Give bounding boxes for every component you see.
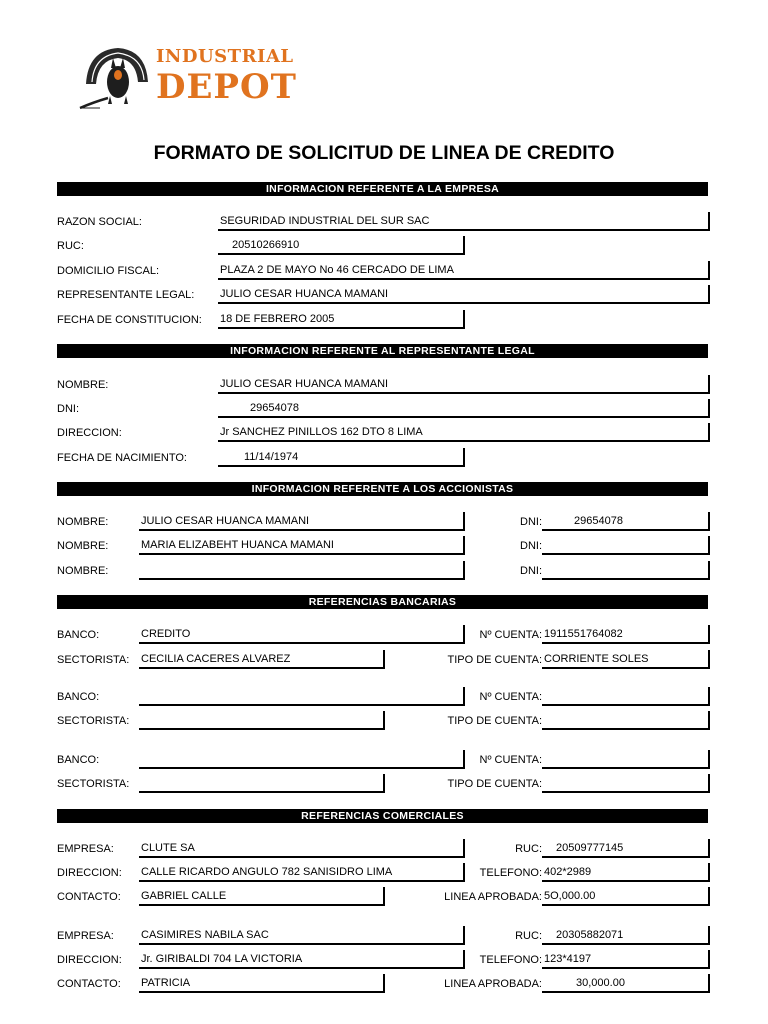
field-banco[interactable]: CREDITO [139, 625, 465, 644]
label-accionista-dni: DNI: [520, 540, 542, 552]
field-contacto[interactable]: PATRICIA [139, 974, 385, 993]
label-accionista-dni: DNI: [520, 565, 542, 577]
label-sectorista: SECTORISTA: [57, 654, 130, 666]
section-heading-bancarias: REFERENCIAS BANCARIAS [57, 595, 708, 609]
label-accionista-nombre: NOMBRE: [57, 565, 109, 577]
field-rep-fecha-nacimiento[interactable]: 11/14/1974 [218, 448, 465, 467]
field-tipo-cuenta[interactable] [542, 711, 710, 730]
label-ruc-comercial: RUC: [515, 843, 542, 855]
field-tipo-cuenta[interactable]: CORRIENTE SOLES [542, 650, 710, 669]
field-direccion[interactable]: Jr. GIRIBALDI 704 LA VICTORIA [139, 950, 465, 969]
brand-name-line2: DEPOT [156, 67, 297, 107]
label-accionista-nombre: NOMBRE: [57, 516, 109, 528]
field-accionista-nombre[interactable]: JULIO CESAR HUANCA MAMANI [139, 512, 465, 531]
field-empresa[interactable]: CLUTE SA [139, 839, 465, 858]
brand-name-line1: INDUSTRIAL [156, 46, 294, 67]
field-numero-cuenta[interactable]: 1911551764082 [542, 625, 710, 644]
label-fecha-constitucion: FECHA DE CONSTITUCION: [57, 314, 202, 326]
label-numero-cuenta: Nº CUENTA: [479, 629, 542, 641]
label-banco: BANCO: [57, 754, 100, 766]
field-sectorista[interactable] [139, 774, 385, 793]
label-direccion: DIRECCION: [57, 867, 122, 879]
label-empresa: EMPRESA: [57, 843, 114, 855]
label-linea-aprobada: LINEA APROBADA: [444, 978, 542, 990]
field-representante-legal[interactable]: JULIO CESAR HUANCA MAMANI [218, 285, 710, 304]
field-contacto[interactable]: GABRIEL CALLE [139, 887, 385, 906]
label-contacto: CONTACTO: [57, 891, 121, 903]
field-sectorista[interactable] [139, 711, 385, 730]
label-banco: BANCO: [57, 629, 100, 641]
label-razon-social: RAZON SOCIAL: [57, 216, 142, 228]
field-telefono[interactable]: 123*4197 [542, 950, 710, 969]
field-tipo-cuenta[interactable] [542, 774, 710, 793]
label-tipo-cuenta: TIPO DE CUENTA: [447, 654, 542, 666]
field-rep-dni[interactable]: 29654078 [218, 399, 710, 418]
field-rep-direccion[interactable]: Jr SANCHEZ PINILLOS 162 DTO 8 LIMA [218, 423, 710, 442]
section-heading-empresa: INFORMACION REFERENTE A LA EMPRESA [57, 182, 708, 196]
label-representante-legal: REPRESENTANTE LEGAL: [57, 289, 195, 301]
field-linea-aprobada[interactable]: 30,000.00 [542, 974, 710, 993]
field-accionista-dni[interactable] [542, 561, 710, 580]
field-sectorista[interactable]: CECILIA CACERES ALVAREZ [139, 650, 385, 669]
field-banco[interactable] [139, 687, 465, 706]
label-linea-aprobada: LINEA APROBADA: [444, 891, 542, 903]
section-heading-representante: INFORMACION REFERENTE AL REPRESENTANTE LEGAL [57, 344, 708, 358]
field-numero-cuenta[interactable] [542, 687, 710, 706]
label-accionista-dni: DNI: [520, 516, 542, 528]
company-logo [76, 44, 306, 110]
field-telefono[interactable]: 402*2989 [542, 863, 710, 882]
field-linea-aprobada[interactable]: 5O,000.00 [542, 887, 710, 906]
label-contacto: CONTACTO: [57, 978, 121, 990]
label-direccion: DIRECCION: [57, 954, 122, 966]
field-ruc-comercial[interactable]: 20509777145 [542, 839, 710, 858]
field-accionista-dni[interactable]: 29654078 [542, 512, 710, 531]
section-heading-comerciales: REFERENCIAS COMERCIALES [57, 809, 708, 823]
label-ruc-comercial: RUC: [515, 930, 542, 942]
field-fecha-constitucion[interactable]: 18 DE FEBRERO 2005 [218, 310, 465, 329]
field-domicilio-fiscal[interactable]: PLAZA 2 DE MAYO No 46 CERCADO DE LIMA [218, 261, 710, 280]
label-rep-nombre: NOMBRE: [57, 379, 109, 391]
field-accionista-nombre[interactable]: MARIA ELIZABEHT HUANCA MAMANI [139, 536, 465, 555]
field-empresa[interactable]: CASIMIRES NABILA SAC [139, 926, 465, 945]
label-rep-direccion: DIRECCION: [57, 427, 122, 439]
field-numero-cuenta[interactable] [542, 750, 710, 769]
field-accionista-dni[interactable] [542, 536, 710, 555]
label-sectorista: SECTORISTA: [57, 778, 130, 790]
label-domicilio-fiscal: DOMICILIO FISCAL: [57, 265, 160, 277]
field-rep-nombre[interactable]: JULIO CESAR HUANCA MAMANI [218, 375, 710, 394]
label-accionista-nombre: NOMBRE: [57, 540, 109, 552]
label-rep-fecha-nacimiento: FECHA DE NACIMIENTO: [57, 452, 187, 464]
label-telefono: TELEFONO: [479, 867, 542, 879]
field-ruc-comercial[interactable]: 20305882071 [542, 926, 710, 945]
field-banco[interactable] [139, 750, 465, 769]
label-sectorista: SECTORISTA: [57, 715, 130, 727]
section-heading-accionistas: INFORMACION REFERENTE A LOS ACCIONISTAS [57, 482, 708, 496]
field-razon-social[interactable]: SEGURIDAD INDUSTRIAL DEL SUR SAC [218, 212, 710, 231]
armadillo-logo-icon [76, 44, 156, 110]
label-empresa: EMPRESA: [57, 930, 114, 942]
label-tipo-cuenta: TIPO DE CUENTA: [447, 715, 542, 727]
label-telefono: TELEFONO: [479, 954, 542, 966]
field-direccion[interactable]: CALLE RICARDO ANGULO 782 SANISIDRO LIMA [139, 863, 465, 882]
label-ruc: RUC: [57, 240, 84, 252]
label-banco: BANCO: [57, 691, 100, 703]
label-numero-cuenta: Nº CUENTA: [479, 691, 542, 703]
field-ruc[interactable]: 20510266910 [218, 236, 465, 255]
label-rep-dni: DNI: [57, 403, 79, 415]
form-title: FORMATO DE SOLICITUD DE LINEA DE CREDITO [153, 142, 615, 164]
label-tipo-cuenta: TIPO DE CUENTA: [447, 778, 542, 790]
field-accionista-nombre[interactable] [139, 561, 465, 580]
label-numero-cuenta: Nº CUENTA: [479, 754, 542, 766]
